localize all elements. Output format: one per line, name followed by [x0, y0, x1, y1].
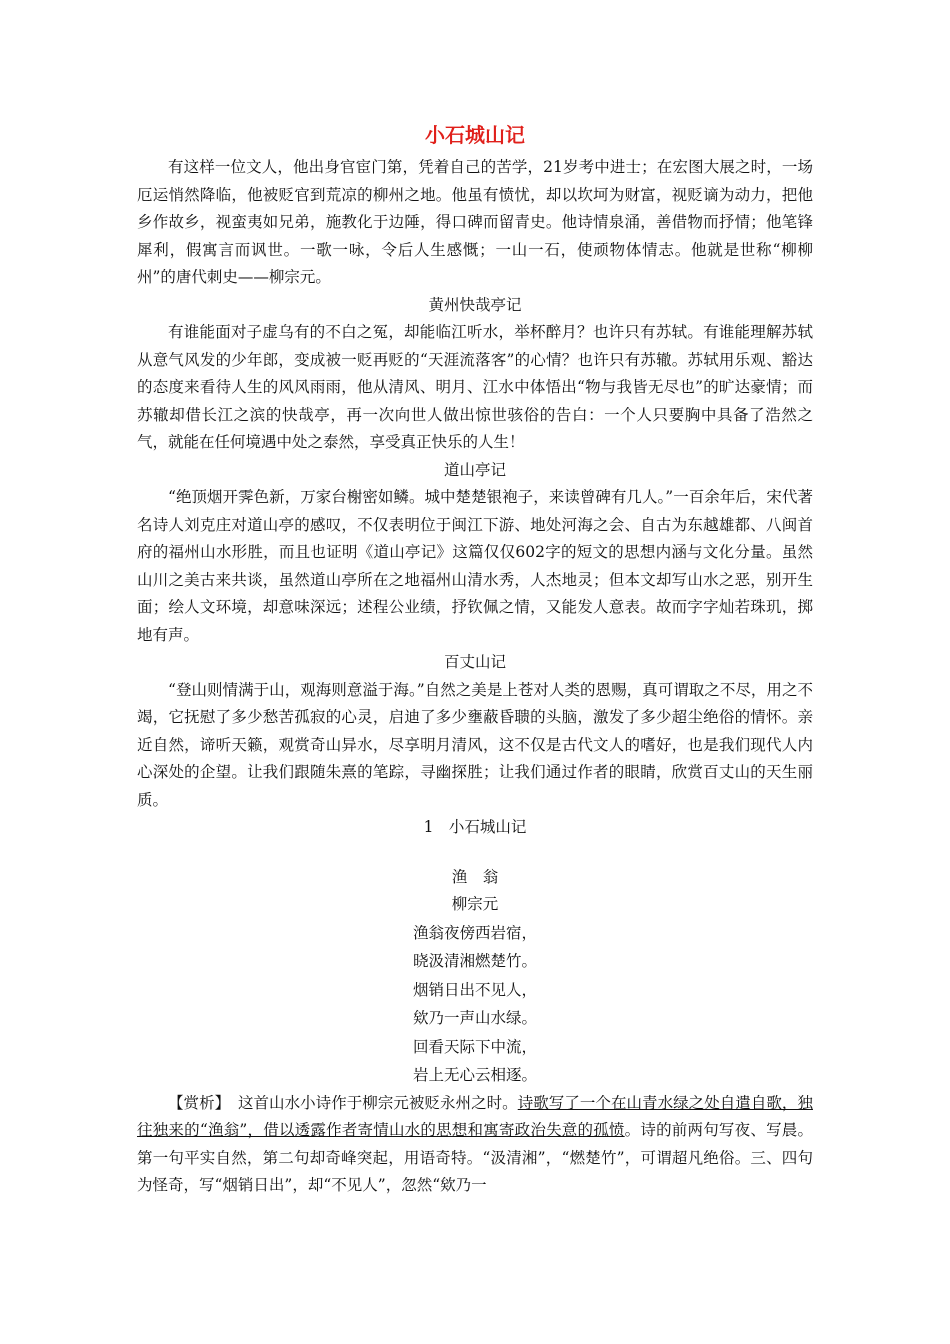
poem-author: 柳宗元 — [451, 895, 499, 913]
poem-line: 岩上无心云相逐。 — [412, 1066, 537, 1084]
poem-line: 晓汲清湘燃楚竹。 — [412, 952, 537, 970]
poem-line: 回看天际下中流， — [412, 1037, 537, 1056]
section-heading: 道山亭记 — [443, 460, 506, 479]
poem-title: 渔 翁 — [451, 867, 499, 886]
poem-line: 烟销日出不见人， — [412, 980, 537, 999]
analysis-paragraph — [137, 1090, 813, 1200]
analysis-lead: 这首山水小诗作于柳宗元被贬永州之时。 — [222, 1093, 518, 1112]
lesson-heading: 1 小石城山记 — [423, 818, 527, 836]
poem-line: 渔翁夜傍西岩宿， — [412, 923, 537, 942]
analysis-rest: 。诗的前两句写夜、写晨。第一句平实自然，第二句却奇峰突起，用语奇特。“汲清湘”，“燃楚竹”，可谓超凡绝俗。三、四句为怪奇，写“烟销日出”，却“不见人”，忽然“欸乃一 — [137, 1121, 813, 1194]
section-paragraph: “登山则情满于山，观海则意溢于海。”自然之美是上苍对人类的恩赐，真可谓取之不尽，用之不竭，它抚慰了多少愁苦孤寂的心灵，启迪了多少壅蔽昏聩的头脑，激发了多少超尘绝俗的情怀。亲近自然，谛听天籁，观赏奇山异水，尽享明月清风，这不仅是古代文人的嗜好，也是我们现代人内心深处的企望。让我们跟随朱熹的笔踪，寻幽探胜；让我们通过作者的眼睛，欣赏百丈山的天生丽质。 — [137, 680, 813, 809]
section-heading: 百丈山记 — [443, 653, 506, 671]
intro-paragraph: 有这样一位文人，他出身官宦门第，凭着自己的苦学，21岁考中进士；在宏图大展之时，一场厄运悄然降临，他被贬官到荒凉的柳州之地。他虽有愤忧，却以坎坷为财富，视贬谪为动力，把他乡作故乡，视蛮夷如兄弟，施教化于边陲，得口碑而留青史。他诗情泉涌，善借物而抒情；他笔锋犀利，假寓言而讽世。一歌一咏，令后人生感慨；一山一石，使顽物体情志。他就是世称“柳柳州”的唐代刺史——柳宗元。 — [137, 158, 813, 286]
document-page — [137, 120, 813, 1200]
section-paragraph: 有谁能面对子虚乌有的不白之冤，却能临江听水，举杯醉月？也许只有苏轼。有谁能理解苏轼从意气风发的少年郎，变成被一贬再贬的“天涯流落客”的心情？也许只有苏辙。苏轼用乐观、豁达的态度来看待人生的风风雨雨，他从清风、明月、江水中体悟出“物与我皆无尽也”的旷达豪情；而苏辙却借长江之滨的快哉亭，再一次向世人做出惊世骇俗的告白：一个人只要胸中具备了浩然之气，就能在任何境遇中处之泰然，享受真正快乐的人生！ — [137, 323, 813, 451]
poem-line: 欸乃一声山水绿。 — [412, 1009, 537, 1027]
page-title: 小石城山记 — [425, 123, 525, 147]
analysis-underlined-text: 诗歌写了一个在山青水绿之处自遣自歌，独往独来的“渔翁”，借以透露作者寄情山水的思想和寓寄政治失意的孤愤 — [137, 1093, 813, 1139]
section-heading: 黄州快哉亭记 — [428, 295, 522, 314]
analysis-label: 【赏析】 — [168, 1093, 223, 1112]
spacer — [137, 842, 813, 864]
section-paragraph: “绝顶烟开霁色新，万家台榭密如鳞。城中楚楚银袍子，来读曾碑有几人。”一百余年后，宋代著名诗人刘克庄对道山亭的感叹，不仅表明位于闽江下游、地处河海之会、自古为东越雄都、八闽首府的福州山水形胜，而且也证明《道山亭记》这篇仅仅602字的短文的思想内涵与文化分量。虽然山川之美古来共谈，虽然道山亭所在之地福州山清水秀，人杰地灵；但本文却写山水之恶，别开生面；绘人文环境，却意味深远；述程公业绩，抒钦佩之情，又能发人意表。故而字字灿若珠玑，掷地有声。 — [137, 488, 813, 644]
